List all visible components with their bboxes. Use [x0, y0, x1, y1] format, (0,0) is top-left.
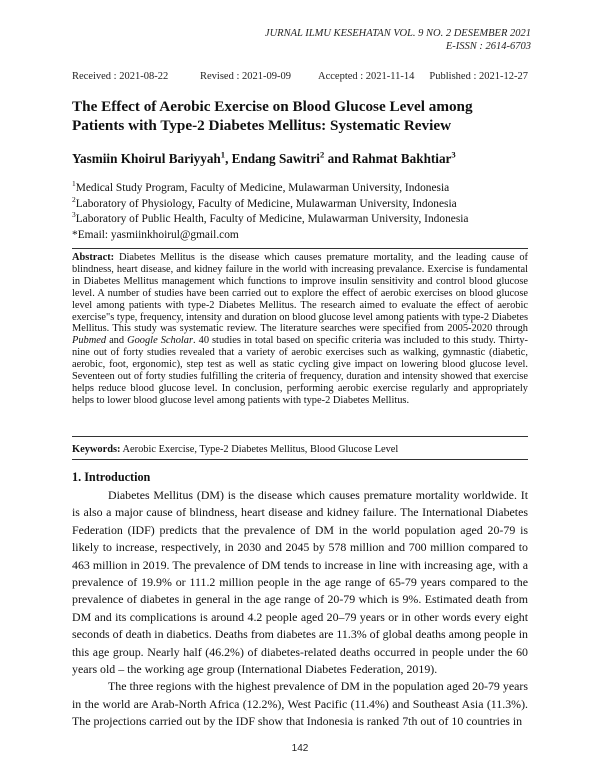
paper-title: The Effect of Aerobic Exercise on Blood Glucose Level among Patients with Type-2 Diabetes Mellitus: Systematic Review: [72, 98, 473, 134]
page-number: 142: [291, 743, 309, 754]
abstract-label: Abstract:: [72, 252, 115, 263]
keywords-label: Keywords:: [72, 444, 121, 455]
affiliation-text: Laboratory of Physiology, Faculty of Medicine, Mulawarman University, Indonesia: [75, 197, 457, 210]
abstract: [72, 252, 528, 407]
received-date: Received : 2021-08-22: [72, 71, 169, 82]
abstract-bottom-rule: [72, 436, 528, 437]
accepted-date: Accepted : 2021-11-14: [318, 71, 415, 82]
paragraph: The three regions with the highest prevalence of DM in the population aged 20-79 years in the world are Arab-North Africa (12.2%), West Pacific (11.4%) and Southeast Asia (11.3%). The projections carried out by the IDF show that Indonesia is ranked 7th out of 10 countries in: [72, 679, 528, 729]
affiliation: [72, 181, 468, 197]
affiliation-superscript: 2: [72, 194, 76, 204]
journal-title: JURNAL ILMU KESEHATAN VOL. 9 NO. 2 DESEMBER 2021: [264, 28, 531, 39]
keywords-rule: [72, 459, 528, 460]
affiliation-text: Laboratory of Public Health, Faculty of Medicine, Mulawarman University, Indonesia: [75, 213, 469, 225]
affiliation-superscript: 3: [72, 210, 76, 220]
corresponding-email[interactable]: *Email: yasmiinkhoirul@gmail.com: [72, 228, 239, 241]
affiliation-superscript: 1: [72, 179, 76, 189]
author-name: Endang Sawitri: [231, 151, 320, 166]
author-separator: ,: [225, 151, 232, 166]
revised-date: Revised : 2021-09-09: [200, 71, 291, 82]
introduction-body: [72, 487, 528, 731]
affiliation: [72, 212, 468, 228]
author-list: [72, 151, 456, 167]
affiliation-text: Medical Study Program, Faculty of Medicine, Mulawarman University, Indonesia: [75, 182, 450, 194]
author-superscript: 1: [220, 149, 226, 160]
author-superscript: 2: [319, 149, 325, 160]
author-name: Yasmiin Khoirul Bariyyah: [72, 151, 221, 166]
abstract-text: and: [106, 335, 128, 347]
paragraph: Diabetes Mellitus (DM) is the disease which causes premature mortality worldwide. It is also a major cause of blindness, heart disease and kidney failure. The International Diabetes Federation (IDF) predicts that the prevalence of DM in the world population aged 20-79 is likely to increase, respectively, in 2030 and 2045 by 578 million and 700 million compared to 463 million in 2019. The prevalence of DM tends to increase in line with increasing age, with a prevalence of 19.9% or 111.2 million people in the age range of 65-79 years compared to the prevalence of diabetes in general in the age range of 20-79 which is 9%. Estimated death from DM and its complications is around 4.2 people aged 20–79 years or in other words every eight seconds of death in diabetics. Deaths from diabetes are 11.3% of global deaths among people in this age group. Nearly half (46.2%) of diabetes-related deaths occurred in people under the 60 years old – the working age group (International Diabetes Federation, 2019).: [72, 488, 528, 677]
author-superscript: 3: [451, 149, 456, 160]
published-date: Published : 2021-12-27: [429, 71, 528, 82]
abstract-source-pubmed: Pubmed: [72, 335, 107, 347]
affiliations: [72, 181, 468, 243]
keywords: [72, 444, 398, 455]
abstract-top-rule: [72, 248, 528, 249]
section-heading-introduction: 1. Introduction: [72, 470, 151, 484]
abstract-source-scholar: Google Scholar: [127, 335, 194, 347]
author-separator: and: [324, 151, 353, 166]
affiliation: [72, 194, 468, 213]
abstract-text: . 40 studies in total based on specific criteria was included to this study. Thirty-nine out of forty studies revealed that a variety of aerobic exercises such as walking, gymnastic (diabetic, aerobic, foot, ergonomic), step test as well as static cycling give impact on lowering blood glucose level. Seventeen out of forty studies fulfilling the criteria of frequency, duration and intensity showed that exercise helps reduce blood glucose level. In conclusion, performing aerobic exercise regularly and appropriately helps to lower blood glucose level among patients with type-2 Diabetes Mellitus.: [72, 335, 528, 406]
journal-issn: E-ISSN : 2614-6703: [445, 41, 531, 52]
abstract-text: Diabetes Mellitus is the disease which causes premature mortality, and the leading cause of blindness, heart disease, and kidney failure in the world with increasing prevalance. Exercise is fundamental in Diabetes Mellitus management which functions to improve insulin sensitivity and control blood glucose level. A number of studies have been carried out to explore the effect of aerobic exercises on blood glucose level among patients with type-2 Diabetes Mellitus. The research aimed to evaluate the effect of aerobic exercise"s type, frequency, intensity and duration on blood glucose level among patients with type-2 Diabetes Mellitus. This study was systematic review. The literature searches were specified from 2005-2020 through: [72, 252, 529, 335]
journal-header: [265, 27, 531, 53]
author-name: Rahmat Bakhtiar: [352, 151, 452, 166]
keywords-text: Aerobic Exercise, Type-2 Diabetes Mellitus, Blood Glucose Level: [120, 444, 399, 455]
